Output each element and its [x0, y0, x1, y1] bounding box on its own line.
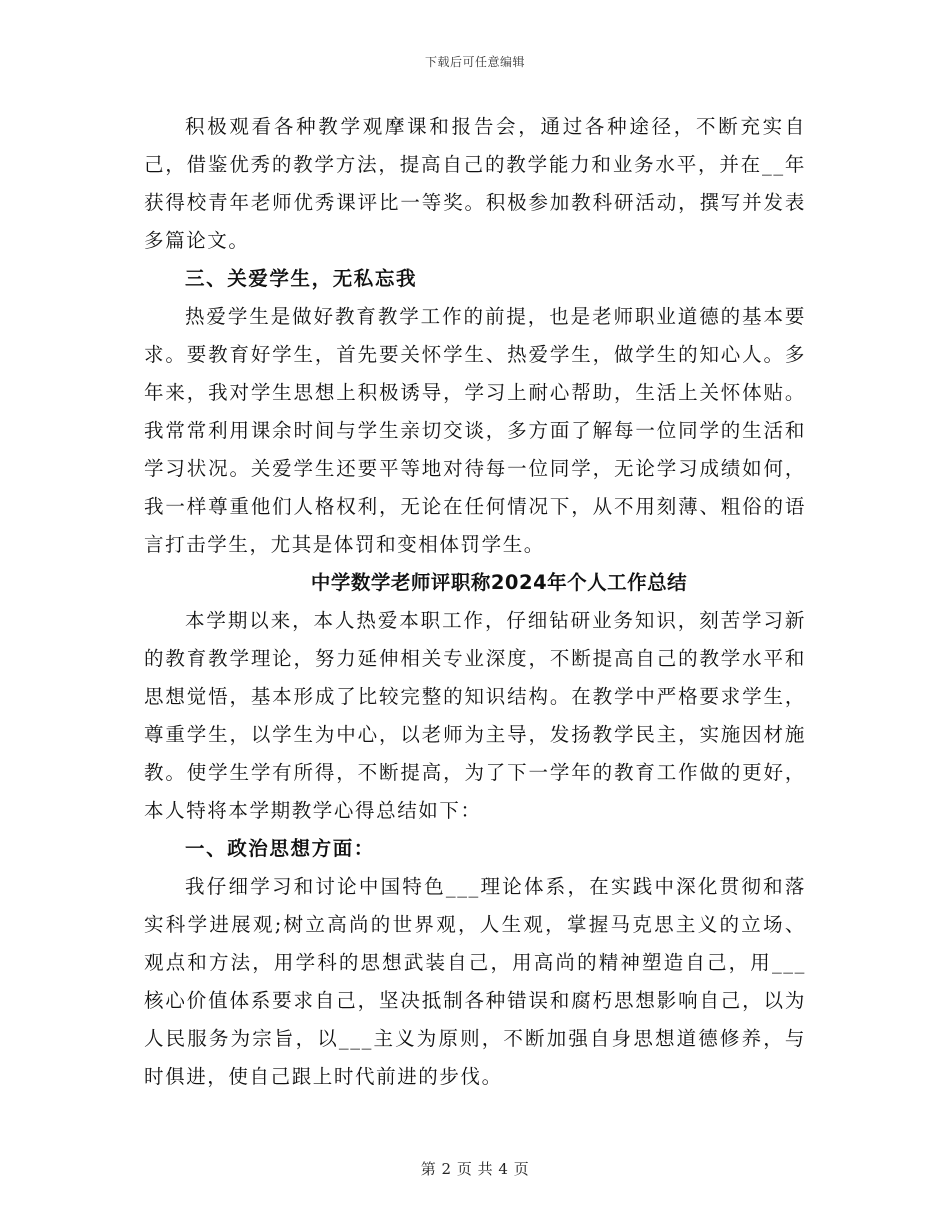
- section-heading-politics: 一、政治思想方面：: [185, 837, 375, 860]
- article-title: 中学数学老师评职称2024年个人工作总结: [310, 571, 688, 594]
- section-heading-care-students: 三、关爱学生，无私忘我: [185, 267, 418, 290]
- page-number: 第 2 页 共 4 页: [420, 1160, 530, 1178]
- paragraph-introduction: 本学期以来，本人热爱本职工作，仔细钻研业务知识，刻苦学习新的教育教学理论，努力延伸相关专业深度，不断提高自己的教学水平和思想觉悟，基本形成了比较完整的知识结构。在教学中严格要求学生，尊重学生，以学生为中心，以老师为主导，发扬教学民主，实施因材施教。使学生学有所得，不断提高，为了下一学年的教育工作做的更好，本人特将本学期教学心得总结如下：: [144, 609, 806, 822]
- paragraph-care-students: 热爱学生是做好教育教学工作的前提，也是老师职业道德的基本要求。要教育好学生，首先要关怀学生、热爱学生，做学生的知心人。多年来，我对学生思想上积极诱导，学习上耐心帮助，生活上关怀体贴。我常常利用课余时间与学生亲切交谈，多方面了解每一位同学的生活和学习状况。关爱学生还要平等地对待每一位同学，无论学习成绩如何，我一样尊重他们人格权利，无论在任何情况下，从不用刻薄、粗俗的语言打击学生，尤其是体罚和变相体罚学生。: [144, 305, 806, 556]
- paragraph-observation: 积极观看各种教学观摩课和报告会，通过各种途径，不断充实自己，借鉴优秀的教学方法，提高自己的教学能力和业务水平，并在__年获得校青年老师优秀课评比一等奖。积极参加教科研活动，撰写并发表多篇论文。: [144, 115, 806, 252]
- paragraph-politics: 我仔细学习和讨论中国特色___理论体系，在实践中深化贯彻和落实科学进展观;树立高尚的世界观，人生观，掌握马克思主义的立场、观点和方法，用学科的思想武装自己，用高尚的精神塑造自己，用___核心价值体系要求自己，坚决抵制各种错误和腐朽思想影响自己，以为人民服务为宗旨，以___主义为原则，不断加强自身思想道德修养，与时俱进，使自己跟上时代前进的步伐。: [144, 875, 806, 1088]
- header-note: 下载后可任意编辑: [424, 55, 525, 69]
- document-body: [144, 108, 806, 1096]
